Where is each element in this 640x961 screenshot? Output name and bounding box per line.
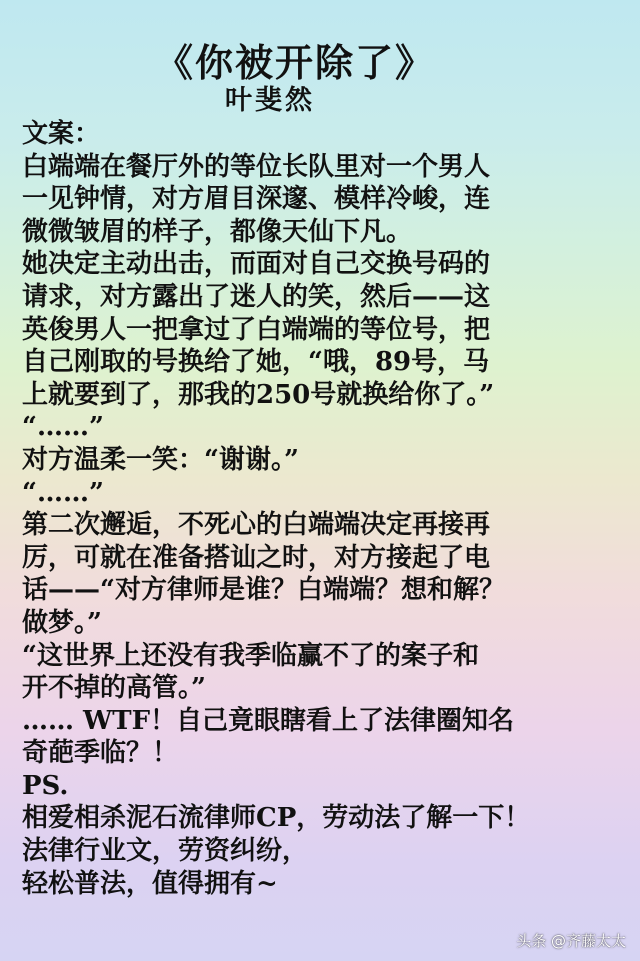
author-name: 叶斐然 [225,85,315,116]
synopsis-text [22,118,634,900]
text-line: 文案： [22,119,101,149]
text-line: 话——“对方律师是谁？白端端？想和解？ [22,575,505,606]
text-line: 法律行业文，劳资纠纷， [22,836,309,867]
text-line: 英俊男人一把拿过了白端端的等位号，把 [22,314,491,345]
text-line: PS. [22,770,69,801]
text-line: 微微皱眉的样子，都像天仙下凡。 [22,216,413,247]
text-line: 一见钟情，对方眉目深邃、模样冷峻，连 [22,184,491,215]
text-line: 对方温柔一笑：“谢谢。” [22,444,299,475]
book-title: 《你被开除了》 [154,40,435,85]
text-line: 上就要到了，那我的250号就换给你了。” [22,379,495,410]
watermark: 头条 @齐藤太太 [516,932,626,950]
text-line: 奇葩季临？！ [22,738,179,769]
text-line: 她决定主动出击，而面对自己交换号码的 [22,249,491,280]
text-line: 开不掉的高管。” [22,673,206,704]
text-line: “……” [22,477,104,508]
text-line: …… WTF！自己竟眼瞎看上了法律圈知名 [22,705,515,736]
text-line: 做梦。” [22,607,102,638]
text-line: 厉，可就在准备搭讪之时，对方接起了电 [22,542,491,573]
text-line: 相爱相杀泥石流律师CP，劳动法了解一下！ [22,803,531,834]
text-line: 第二次邂逅，不死心的白端端决定再接再 [22,510,491,541]
text-line: 自己刚取的号换给了她，“哦，89号，马 [22,347,490,378]
text-line: “这世界上还没有我季临赢不了的案子和 [22,640,479,671]
text-line: 白端端在餐厅外的等位长队里对一个男人 [22,151,491,182]
text-line: 请求，对方露出了迷人的笑，然后——这 [22,281,491,312]
text-line: “……” [22,412,104,443]
text-line: 轻松普法，值得拥有~ [22,868,278,899]
